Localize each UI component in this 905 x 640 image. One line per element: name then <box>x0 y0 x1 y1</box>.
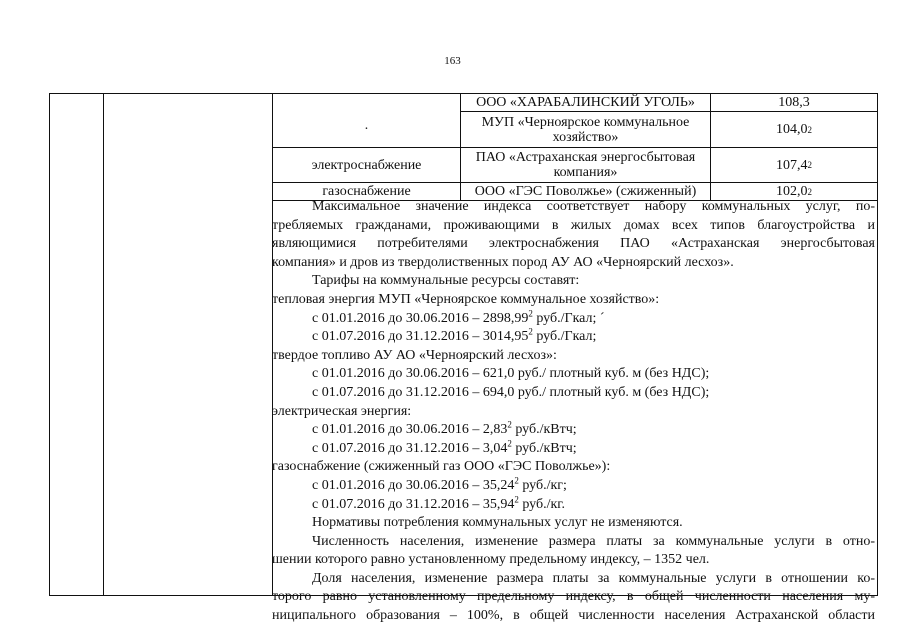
col-divider-1 <box>103 94 104 595</box>
index-value: 108,3 <box>778 95 810 110</box>
paragraph-line: являющимися потребителями электроснабжения ПАО «Астраханская энергосбытовая <box>272 236 875 252</box>
footnote-mark: 2 <box>507 419 512 430</box>
tariff-unit: руб./кВтч; <box>511 422 577 438</box>
explanation-text <box>272 198 875 624</box>
supplier-cell <box>466 112 705 147</box>
tariff-line <box>272 328 875 347</box>
tariff-line <box>272 477 875 496</box>
supplier-cell <box>461 94 710 111</box>
paragraph-line: торого равно установленному предельному индексу, в общей численности населения му- <box>272 589 875 605</box>
tariff-line <box>272 440 875 459</box>
tariff-unit: руб./Гкал; <box>532 329 597 345</box>
footnote-mark: 2 <box>507 438 512 449</box>
index-cell: 107,4 2 <box>776 157 812 173</box>
footnote-mark: 2 <box>514 475 519 486</box>
service-text: электроснабжение <box>311 157 422 173</box>
norms-line: Нормативы потребления коммунальных услуг не изменяются. <box>312 515 683 531</box>
tariff-line: с 01.01.2016 до 30.06.2016 – 621,0 руб./ плотный куб. м (без НДС); <box>312 366 710 382</box>
electric-title: электрическая энергия: <box>272 403 412 419</box>
index-value: 104,0 <box>776 122 808 137</box>
index-value: 107,4 <box>776 157 808 173</box>
tariff-unit: руб./Гкал; ´ <box>532 310 605 326</box>
footnote-mark: 2 <box>514 493 519 504</box>
tariff-value: с 01.07.2016 до 31.12.2016 – 3014,95 <box>312 329 529 345</box>
supplier-text: ПАО «Астраханская энергосбытовая компания» <box>475 150 696 180</box>
tariff-value: с 01.01.2016 до 30.06.2016 – 2,83 <box>312 422 508 438</box>
tariff-line: с 01.07.2016 до 31.12.2016 – 694,0 руб./ плотный куб. м (без НДС); <box>312 384 710 400</box>
tariff-line <box>272 421 875 440</box>
paragraph-line: Доля населения, изменение размера платы за коммунальные услуги в отношении ко- <box>312 570 875 586</box>
index-cell <box>711 94 877 111</box>
tariff-table <box>49 93 878 624</box>
tariffs-heading: Тарифы на коммунальные ресурсы составят: <box>312 273 580 289</box>
paragraph-line: Численность населения, изменение размера платы за коммунальные услуги в отно- <box>312 533 875 549</box>
paragraph-line: компания» и дров из твердолиственных пород АУ АО «Черноярский лесхоз». <box>272 254 734 270</box>
paragraph-line: шении которого равно установленному предельному индексу, – 1352 чел. <box>272 552 710 568</box>
tariff-unit: руб./кг; <box>518 477 567 493</box>
footnote-mark: 2 <box>528 307 533 318</box>
tariff-unit: руб./кВтч; <box>511 440 577 456</box>
tariff-line <box>272 307 875 329</box>
index-cell: 104,0 2 <box>776 122 812 137</box>
index-value: 102,0 <box>776 184 808 199</box>
tariff-unit: руб./кг. <box>518 496 565 512</box>
stray-mark: · <box>364 122 369 137</box>
heat-title: тепловая энергия МУП «Черноярское коммунальное хозяйство»: <box>272 291 660 307</box>
gas-title: газоснабжение (сжиженный газ ООО «ГЭС Поволжье»): <box>272 459 611 475</box>
service-text: газоснабжение <box>322 184 411 199</box>
tariff-value: с 01.07.2016 до 31.12.2016 – 35,94 <box>312 496 515 512</box>
index-cell: 102,0 2 <box>776 184 812 199</box>
supplier-text: ООО «ХАРАБАЛИНСКИЙ УГОЛЬ» <box>476 95 695 110</box>
fuel-title: твердое топливо АУ АО «Черноярский лесхоз»: <box>272 347 557 363</box>
service-cell <box>273 112 460 147</box>
tariff-value: с 01.01.2016 до 30.06.2016 – 2898,99 <box>312 310 529 326</box>
tariff-line <box>272 493 875 515</box>
supplier-text: ООО «ГЭС Поволжье» (сжиженный) <box>474 184 697 199</box>
footnote-mark: 2 <box>528 326 533 337</box>
supplier-text: МУП «Черноярское коммунальное хозяйство» <box>481 114 690 145</box>
tariff-value: с 01.07.2016 до 31.12.2016 – 3,04 <box>312 440 508 456</box>
page-number: 163 <box>444 55 461 67</box>
supplier-cell <box>466 148 705 182</box>
paragraph-line: ниципального образования – 100%, в общей численности населения Астраханской области <box>272 608 875 624</box>
tariff-value: с 01.01.2016 до 30.06.2016 – 35,24 <box>312 477 515 493</box>
service-cell <box>273 148 460 182</box>
paragraph-line: требляемых гражданами, проживающими в жилых домах всех типов благоустройства и <box>272 217 875 233</box>
paragraph-line: Максимальное значение индекса соответствует набору коммунальных услуг, по- <box>312 199 875 214</box>
